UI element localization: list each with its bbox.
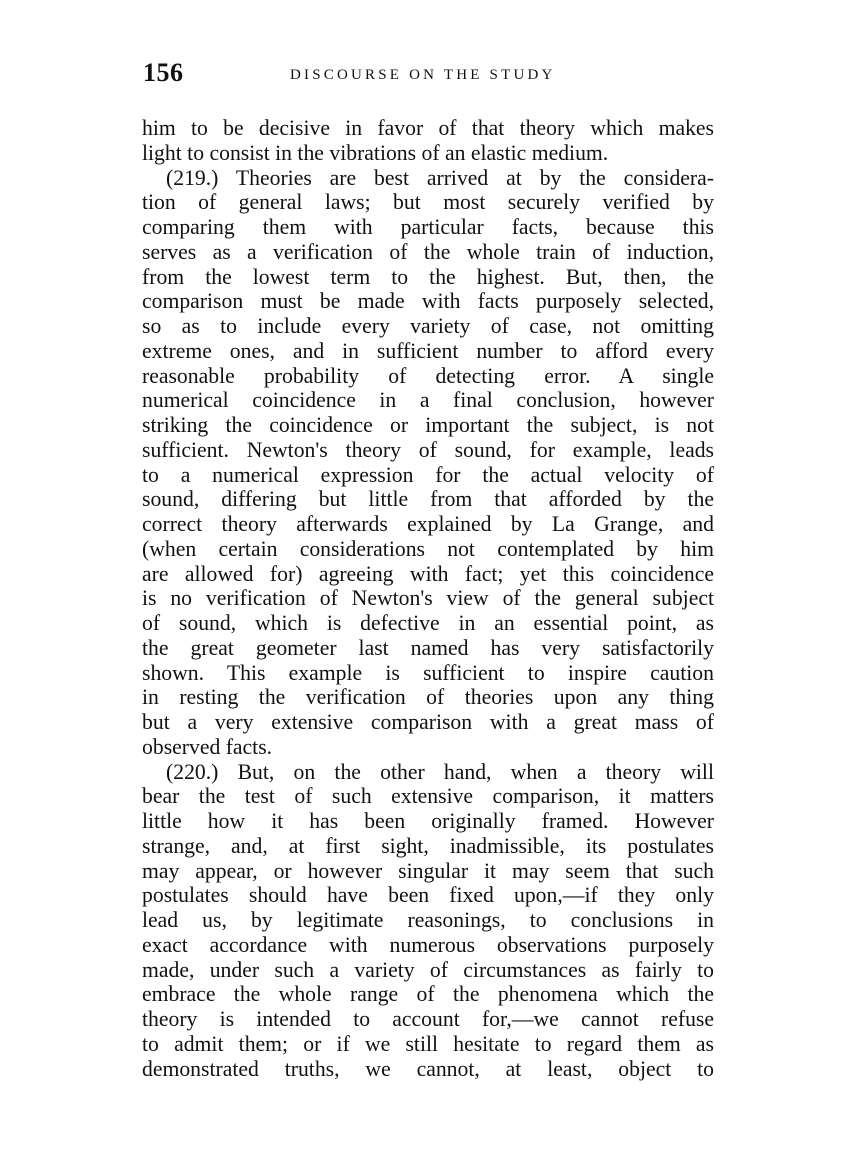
- text-line: correct theory afterwards explained by La Grange, and: [142, 512, 714, 536]
- text-line: reasonable probability of detecting error. A single: [142, 363, 714, 388]
- text-line: extreme ones, and in sufficient number to afford every: [142, 338, 714, 363]
- text-line: striking the coincidence or important the subject, is not: [142, 413, 714, 437]
- text-line: postulates should have been fixed upon,—if they only: [142, 883, 714, 908]
- text-line: demonstrated truths, we cannot, at least, object to: [142, 1056, 714, 1081]
- text-line: comparing them with particular facts, because this: [142, 215, 714, 239]
- text-line: to a numerical expression for the actual velocity of: [142, 462, 714, 487]
- text-line: but a very extensive comparison with a great mass of: [142, 710, 714, 734]
- text-line: so as to include every variety of case, not omitting: [142, 314, 714, 338]
- text-line: of sound, which is defective in an essential point, as: [142, 611, 714, 635]
- text-line: is no verification of Newton's view of the general subject: [142, 586, 714, 611]
- text-line: comparison must be made with facts purposely selected,: [142, 289, 714, 314]
- text-line: exact accordance with numerous observations purposely: [142, 932, 714, 957]
- text-line: sufficient. Newton's theory of sound, for example, leads: [142, 437, 714, 462]
- text-line: (219.) Theories are best arrived at by the considera-: [166, 165, 714, 190]
- text-line: from the lowest term to the highest. But, then, the: [142, 264, 714, 289]
- text-line: sound, differing but little from that afforded by the: [142, 487, 714, 512]
- text-line: him to be decisive in favor of that theory which makes: [142, 116, 714, 140]
- text-line: may appear, or however singular it may seem that such: [142, 858, 714, 883]
- text-line: observed facts.: [142, 734, 273, 759]
- text-line: made, under such a variety of circumstances as fairly to: [142, 957, 714, 982]
- text-line: shown. This example is sufficient to inspire caution: [142, 660, 714, 685]
- text-line: serves as a verification of the whole train of induction,: [142, 239, 714, 264]
- running-head: [143, 58, 713, 98]
- page-number: 156: [143, 58, 184, 87]
- text-line: the great geometer last named has very satisfactorily: [142, 635, 714, 660]
- text-line: strange, and, at first sight, inadmissible, its postulates: [142, 833, 714, 858]
- text-line: (when certain considerations not contemplated by him: [142, 536, 714, 561]
- text-line: little how it has been originally framed. However: [142, 809, 714, 833]
- text-line: bear the test of such extensive comparison, it matters: [142, 784, 714, 809]
- text-line: are allowed for) agreeing with fact; yet this coincidence: [142, 561, 714, 586]
- text-line: numerical coincidence in a final conclusion, however: [142, 388, 714, 413]
- running-title: DISCOURSE ON THE STUDY: [290, 67, 556, 83]
- text-line: in resting the verification of theories upon any thing: [142, 685, 714, 710]
- text-line: light to consist in the vibrations of an elastic medium.: [142, 140, 609, 165]
- text-line: lead us, by legitimate reasonings, to conclusions in: [142, 908, 714, 932]
- text-line: theory is intended to account for,—we cannot refuse: [142, 1007, 714, 1031]
- text-line: tion of general laws; but most securely verified by: [142, 190, 714, 215]
- body-text: [142, 116, 714, 1081]
- text-line: to admit them; or if we still hesitate to regard them as: [142, 1031, 714, 1056]
- text-line: embrace the whole range of the phenomena which the: [142, 982, 714, 1007]
- text-line: (220.) But, on the other hand, when a theory will: [166, 759, 714, 784]
